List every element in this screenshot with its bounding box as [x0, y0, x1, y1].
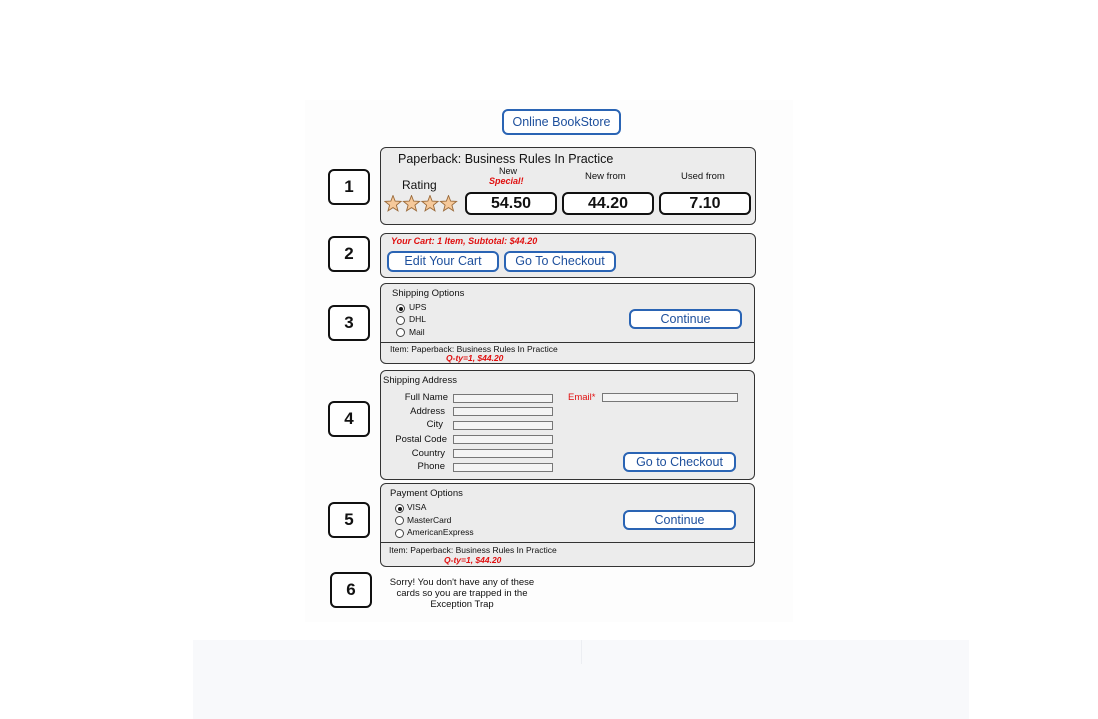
- shipping-options-heading: Shipping Options: [392, 288, 465, 299]
- step-6-marker: 6: [330, 572, 372, 608]
- product-title: Paperback: Business Rules In Practice: [398, 152, 614, 166]
- cart-panel: [380, 233, 756, 278]
- go-to-checkout-button[interactable]: Go To Checkout: [504, 251, 616, 272]
- step-2-marker: 2: [328, 236, 370, 272]
- step-4-marker: 4: [328, 401, 370, 437]
- new-from-label: New from: [585, 171, 626, 182]
- shipping-continue-button[interactable]: Continue: [629, 309, 742, 329]
- option-mail-label: Mail: [409, 327, 425, 337]
- used-from-price-box[interactable]: 7.10: [659, 192, 751, 215]
- payment-qty-line: Q-ty=1, $44.20: [444, 555, 502, 565]
- city-field[interactable]: [453, 421, 553, 430]
- payment-item-line: Item: Paperback: Business Rules In Practice: [389, 545, 557, 555]
- exception-line-1: Sorry! You don't have any of these: [389, 577, 535, 588]
- exception-message: [378, 577, 546, 610]
- radio-visa[interactable]: [395, 504, 404, 513]
- footer-divider: [581, 640, 582, 664]
- phone-label: Phone: [417, 461, 445, 472]
- country-label: Country: [411, 448, 445, 459]
- edit-cart-button[interactable]: Edit Your Cart: [387, 251, 499, 272]
- bookstore-title-button[interactable]: Online BookStore: [502, 109, 621, 135]
- special-label: Special!: [489, 176, 524, 186]
- radio-ups[interactable]: [396, 304, 405, 313]
- radio-mastercard[interactable]: [395, 516, 404, 525]
- product-panel: [380, 147, 756, 225]
- option-dhl-label: DHL: [409, 314, 427, 324]
- payment-divider: [381, 542, 754, 543]
- step-1-marker: 1: [328, 169, 370, 205]
- full-name-field[interactable]: [453, 394, 553, 403]
- star-icon: [422, 196, 438, 211]
- star-icon: [385, 196, 401, 211]
- option-americanexpress-label: AmericanExpress: [407, 527, 474, 537]
- exception-line-2: cards so you are trapped in the: [396, 588, 528, 599]
- shipping-options-panel: [380, 283, 755, 364]
- step-5-marker: 5: [328, 502, 370, 538]
- rating-label: Rating: [402, 178, 437, 192]
- rating-stars: [384, 195, 458, 212]
- option-ups-label: UPS: [409, 302, 427, 312]
- shipping-item-line: Item: Paperback: Business Rules In Practice: [390, 344, 558, 354]
- payment-continue-button[interactable]: Continue: [623, 510, 736, 530]
- address-go-to-checkout-button[interactable]: Go to Checkout: [623, 452, 736, 472]
- email-label: Email*: [568, 392, 596, 403]
- email-field[interactable]: [602, 393, 738, 402]
- step-3-marker: 3: [328, 305, 370, 341]
- cart-summary: Your Cart: 1 Item, Subtotal: $44.20: [391, 236, 538, 246]
- star-icon: [403, 196, 419, 211]
- full-name-label: Full Name: [404, 392, 448, 403]
- country-field[interactable]: [453, 449, 553, 458]
- address-field[interactable]: [453, 407, 553, 416]
- postal-code-field[interactable]: [453, 435, 553, 444]
- postal-code-label: Postal Code: [395, 434, 447, 445]
- new-from-price-box[interactable]: 44.20: [562, 192, 654, 215]
- shipping-address-heading: Shipping Address: [383, 375, 457, 386]
- shipping-divider: [381, 342, 754, 343]
- shipping-address-panel: [380, 370, 755, 480]
- radio-mail[interactable]: [396, 328, 405, 337]
- phone-field[interactable]: [453, 463, 553, 472]
- radio-dhl[interactable]: [396, 316, 405, 325]
- new-label: New: [499, 166, 518, 176]
- option-mastercard-label: MasterCard: [407, 515, 452, 525]
- address-label: Address: [410, 406, 445, 417]
- shipping-qty-line: Q-ty=1, $44.20: [446, 353, 504, 363]
- payment-options-panel: [380, 483, 755, 567]
- star-icon: [440, 196, 456, 211]
- radio-americanexpress[interactable]: [395, 529, 404, 538]
- used-from-label: Used from: [681, 171, 725, 182]
- payment-options-heading: Payment Options: [390, 488, 463, 499]
- option-visa-label: VISA: [407, 502, 427, 512]
- city-label: City: [426, 419, 443, 430]
- new-price-box[interactable]: 54.50: [465, 192, 557, 215]
- exception-line-3: Exception Trap: [430, 599, 494, 610]
